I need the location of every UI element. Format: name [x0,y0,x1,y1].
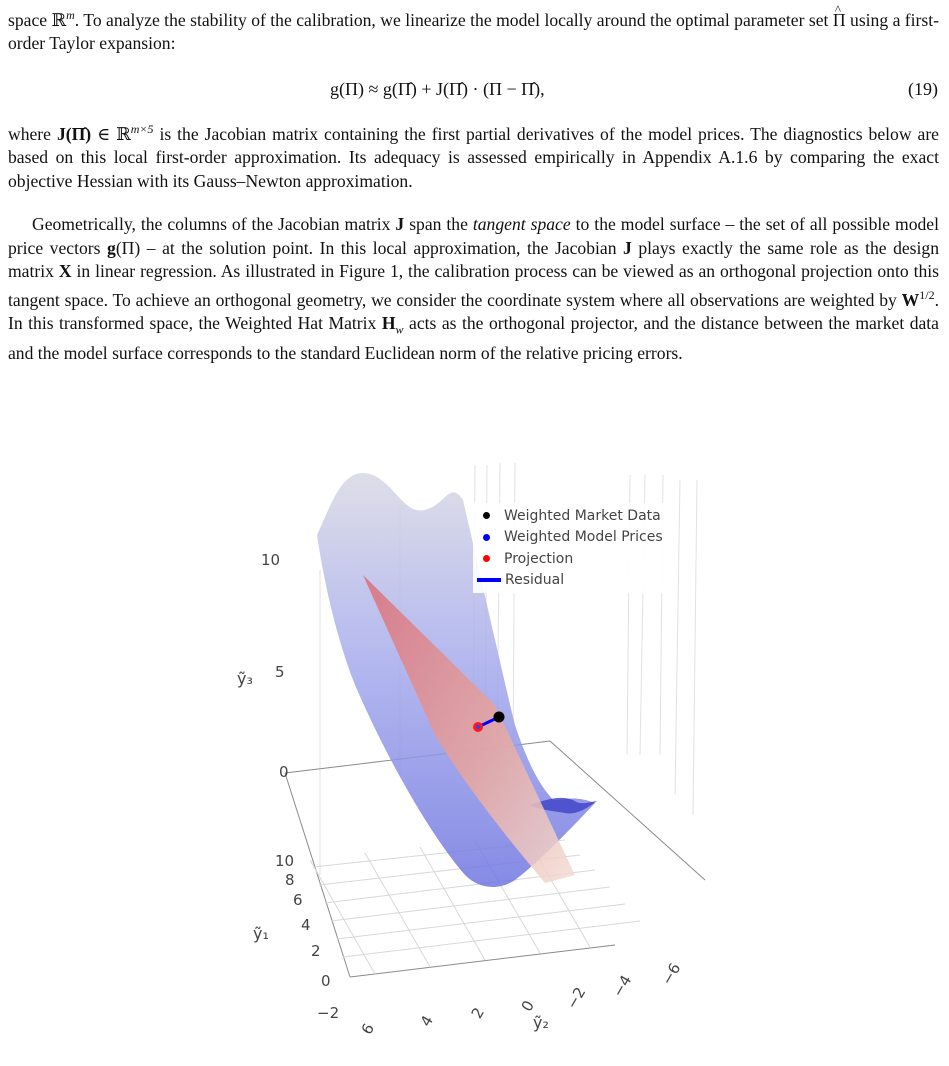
legend-item [477,505,663,527]
model-price-point [476,725,480,729]
text-run: space ℝ [8,9,67,30]
text-run: (Π) – at the solution point. In this local approximation, the Jacobian [115,237,624,258]
y2-tick: 4 [416,1012,437,1030]
text-run: . To analyze the stability of the calibration, we linearize the model locally around the optimal parameter set [74,9,833,30]
text-run: where [8,123,57,144]
y2-tick: −2 [562,983,590,1013]
tangent-space-term: tangent space [472,214,571,234]
legend-item [477,548,663,570]
y1-tick: 0 [321,972,331,990]
superscript-m: m [66,8,75,22]
y1-tick: 4 [301,916,311,934]
market-data-point [494,712,505,723]
y1-tick: 6 [293,891,303,909]
g-symbol: g [107,237,116,258]
text-run: using a first-order Taylor expansion: [8,9,939,54]
y2-tick: −6 [657,959,685,989]
jacobian-symbol: J(Π̂) [56,123,92,144]
y3-tick: 0 [279,763,289,781]
text-run: span the [404,214,473,234]
hat-matrix-H: H [381,313,396,334]
y3-tick: 5 [275,663,285,681]
equation-19 [0,79,949,105]
y2-tick: 2 [467,1004,488,1022]
jacobian-J: J [623,237,632,258]
text-run: plays exactly the same role as the design matrix [8,237,940,282]
legend-label: Residual [505,572,565,589]
dot-icon [483,534,490,541]
superscript-half: 1/2 [919,287,935,302]
legend-label: Weighted Market Data [504,507,661,524]
text-run: is the Jacobian matrix containing the first partial derivatives of the model prices. The diagnostics below are based on this local first-order approximation. Its adequacy is assessed empirically in Appendix A.1.6 by comparing the exact objective Hessian with its Gauss–Newton approximation. [8,123,939,192]
weight-matrix-W: W [901,289,920,310]
y2-tick: −4 [608,971,636,1001]
paragraph-intro [8,4,939,56]
figure-1-3d-plot [235,455,755,1055]
y2-tick: 0 [517,997,538,1015]
y3-axis-title: ỹ₃ [237,669,253,688]
subscript-w: w [395,322,404,337]
equation-body: g(Π) ≈ g(Π̂) + J(Π̂) · (Π − Π̂), [330,79,545,99]
equation-number: (19) [908,79,938,99]
text-run: ∈ ℝ [91,123,131,144]
y2-axis-title: ỹ₂ [533,1013,549,1032]
legend-label: Weighted Model Prices [504,529,663,546]
y1-axis-title: ỹ₁ [253,924,269,943]
pi-hat-symbol: ^ Π [833,9,846,33]
text-run: Geometrically, the columns of the Jacobian matrix [32,214,396,234]
superscript-dim: m×5 [130,122,154,136]
y1-tick: 2 [311,942,321,960]
text-run: in linear regression. As illustrated in Figure 1, the calibration process can be viewed as an orthogonal projection onto this tangent space. To achieve an orthogonal geometry, we consider the coordinate system where all observations are weighted by [8,261,940,310]
dot-icon [483,512,490,519]
line-icon [477,578,501,582]
design-matrix-X: X [58,261,72,282]
text-run: . In this transformed space, the Weighted Hat Matrix [8,289,939,334]
dot-icon [483,555,490,562]
legend-label: Projection [504,550,574,567]
y3-tick: 10 [261,551,281,569]
y1-tick: 10 [275,852,295,870]
jacobian-J: J [395,214,405,234]
plot-legend [473,503,667,593]
legend-item [477,570,663,592]
y1-tick: 8 [285,871,295,889]
text-run: to the model surface – the set of all possible model price vectors [8,214,940,258]
text-run: acts as the orthogonal projector, and the distance between the market data and the model surface corresponds to the standard Euclidean norm of the relative pricing errors. [8,313,939,364]
legend-item [477,527,663,549]
y1-tick: −2 [317,1004,340,1022]
paragraph-geometry [8,213,939,366]
y2-tick: 6 [357,1020,378,1038]
paragraph-jacobian [8,118,939,194]
